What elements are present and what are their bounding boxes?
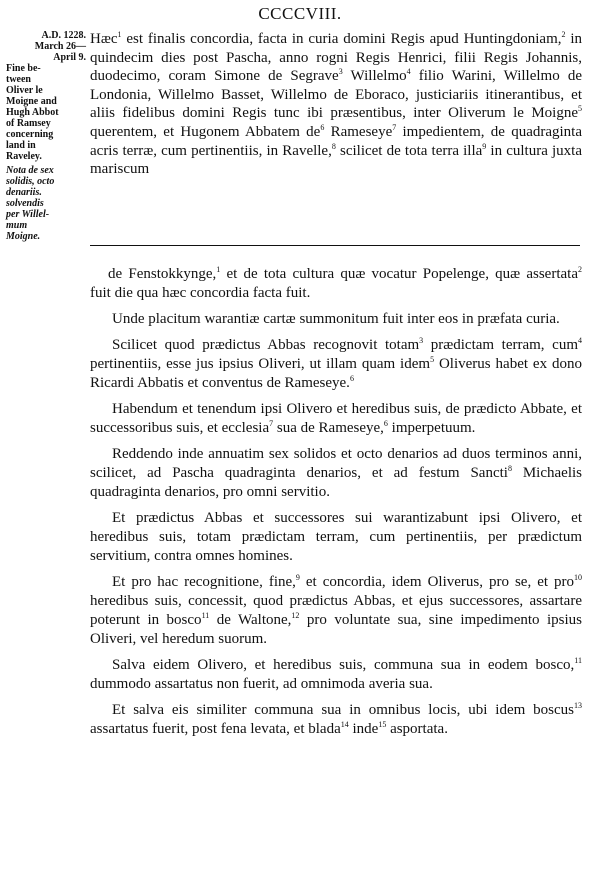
footnote-marker: 10 xyxy=(574,573,583,582)
footnote-marker: 6 xyxy=(349,374,354,383)
margin-summary xyxy=(6,63,86,162)
margin-summary-line: of Ramsey xyxy=(6,118,51,129)
footnote-marker: 8 xyxy=(507,464,512,473)
margin-note-line: denariis. xyxy=(6,187,42,198)
footnote-marker: 4 xyxy=(578,336,582,345)
margin-note-line: solidis, octo xyxy=(6,176,55,187)
footnote-marker: 6 xyxy=(383,419,388,428)
footnote-marker: 5 xyxy=(430,355,435,364)
margin-summary-line: tween xyxy=(6,74,31,85)
margin-date-line: April 9. xyxy=(53,52,86,63)
intro-paragraph: Hæc$^1$ est finalis concordia, facta in curia domini Regis apud Huntingdoniam,$^2$ in quindecim dies post Pascha, anno rogni Regis Henrici, filii Regis Johannis, duodecimo, coram Simone de Segrave$^3$ Willelmo$^4$ filio Warini, Willelmo de Londonia, Willelmo Basset, Willelmo de Eboraco, justiciariis itinerantibus, et aliis fidelibus domini Regis tunc ibi præsentibus, inter Oliverum le Moigne$^5$ querentem, et Hugonem Abbatem $de^6$ Rameseye$^7$ impedientem, de quadraginta acris terræ, cum pertinentiis, in Ravelle,$^8$ scilicet de tota terra illa$^9$ in cultura juxta mariscum xyxy=(90,30,583,178)
footnote-marker: 2 xyxy=(561,30,566,39)
footnote-marker: 7 xyxy=(269,419,274,428)
document-body xyxy=(90,265,582,746)
body-paragraph: Unde placitum warantiæ cartæ summonitum fuit inter eos in præfata curia. xyxy=(112,311,560,327)
footnote-marker: 12 xyxy=(291,611,300,620)
footnote-marker: 3 xyxy=(338,67,343,77)
margin-summary-line: Hugh Abbot xyxy=(6,107,59,118)
body-paragraph: Scilicet quod prædictus Abbas recognovit totam$^3$ prædictam terram, cum$^4$ pertinentiis, esse jus ipsius Oliveri, ut illam quam idem$^5$ Oliverus habet ex dono Ricardi Abbatis et conventus de Rameseye.$^6$ xyxy=(90,336,582,391)
footnote-marker: 1 xyxy=(216,265,221,274)
footnote-marker: 6 xyxy=(320,122,325,132)
footnote-marker: 3 xyxy=(419,336,424,345)
margin-date xyxy=(6,30,86,63)
footnote-marker: 2 xyxy=(578,265,582,274)
margin-note-line: per Willel- xyxy=(6,209,50,220)
body-paragraph: Et pro hac recognitione, fine,$^9$ et concordia, idem Oliverus, pro se, et pro$^{10}$ heredibus suis, concessit, quod prædictus Abbas, et ejus successores, assartare poterunt in bosco$^{11}$ de Waltone,$^{12}$ pro voluntate sua, sine impedimento ipsius Oliveri, vel heredum suorum. xyxy=(90,573,583,647)
margin-latin-note xyxy=(6,165,86,242)
margin-summary-line: Raveley. xyxy=(6,151,42,162)
margin-summary-line: Fine be- xyxy=(6,63,41,74)
body-paragraph: Reddendo inde annuatim sex solidos et octo denarios ad duos terminos anni, scilicet, ad Pascha quadraginta denarios, et ad festum Sancti$^8$ Michaelis quadraginta denarios, pro omni servitio. xyxy=(90,446,582,500)
footnote-marker: 14 xyxy=(340,720,349,729)
footnote-marker: 7 xyxy=(392,122,397,132)
footnote-marker: 15 xyxy=(378,720,387,729)
footnote-marker: 11 xyxy=(201,611,210,620)
footnote-marker: 1 xyxy=(117,30,122,39)
footnote-divider xyxy=(90,245,580,246)
body-paragraph: de Fenstokkynge,$^1$ et de tota cultura quæ vocatur Popelenge, quæ assertata$^2$ fuit die qua hæc concordia facta fuit. xyxy=(90,265,582,301)
body-paragraph: Et salva eis similiter communa sua in omnibus locis, ubi idem boscus$^{13}$ assartatus fuerit, post fena levata, et blada$^{14}$ inde$^{15}$ asportata. xyxy=(90,701,582,737)
footnote-marker: 11 xyxy=(574,656,582,665)
margin-summary-line: Moigne and xyxy=(6,96,57,107)
margin-note xyxy=(6,30,86,242)
footnote-marker: 9 xyxy=(295,573,300,582)
footnote-marker: 9 xyxy=(482,141,487,151)
footnote-marker: 13 xyxy=(574,701,582,710)
margin-note-line: Moigne. xyxy=(6,231,41,242)
margin-summary-line: concerning xyxy=(6,129,54,140)
margin-note-line: mum xyxy=(6,220,28,231)
margin-summary-line: land in xyxy=(6,140,36,151)
margin-summary-line: Oliver le xyxy=(6,85,43,96)
body-paragraph: Salva eidem Olivero, et heredibus suis, communa sua in eodem bosco,$^{11}$ dummodo assartatus non fuerit, ad omnimoda averia sua. xyxy=(90,656,582,692)
page-title: CCCCVIII. xyxy=(258,4,342,23)
margin-date-line: March 26— xyxy=(34,41,86,52)
body-paragraph: Habendum et tenendum ipsi Olivero et heredibus suis, de prædicto Abbate, et successoribus suis, et ecclesia$^7$ sua de Rameseye,$^6$ imperpetuum. xyxy=(90,401,582,436)
margin-note-line: Nota de sex xyxy=(6,165,54,176)
body-paragraph: Et prædictus Abbas et successores sui warantizabunt ipsi Olivero, et heredibus suis, totam prædictam terram, cum pertinentiis, per prædictum servitium, contra omnes homines. xyxy=(90,510,582,564)
margin-date-line: A.D. 1228. xyxy=(41,30,86,41)
footnote-marker: 4 xyxy=(406,67,411,77)
margin-note-line: solvendis xyxy=(6,198,44,209)
footnote-marker: 8 xyxy=(331,141,336,151)
footnote-marker: 5 xyxy=(578,104,582,114)
